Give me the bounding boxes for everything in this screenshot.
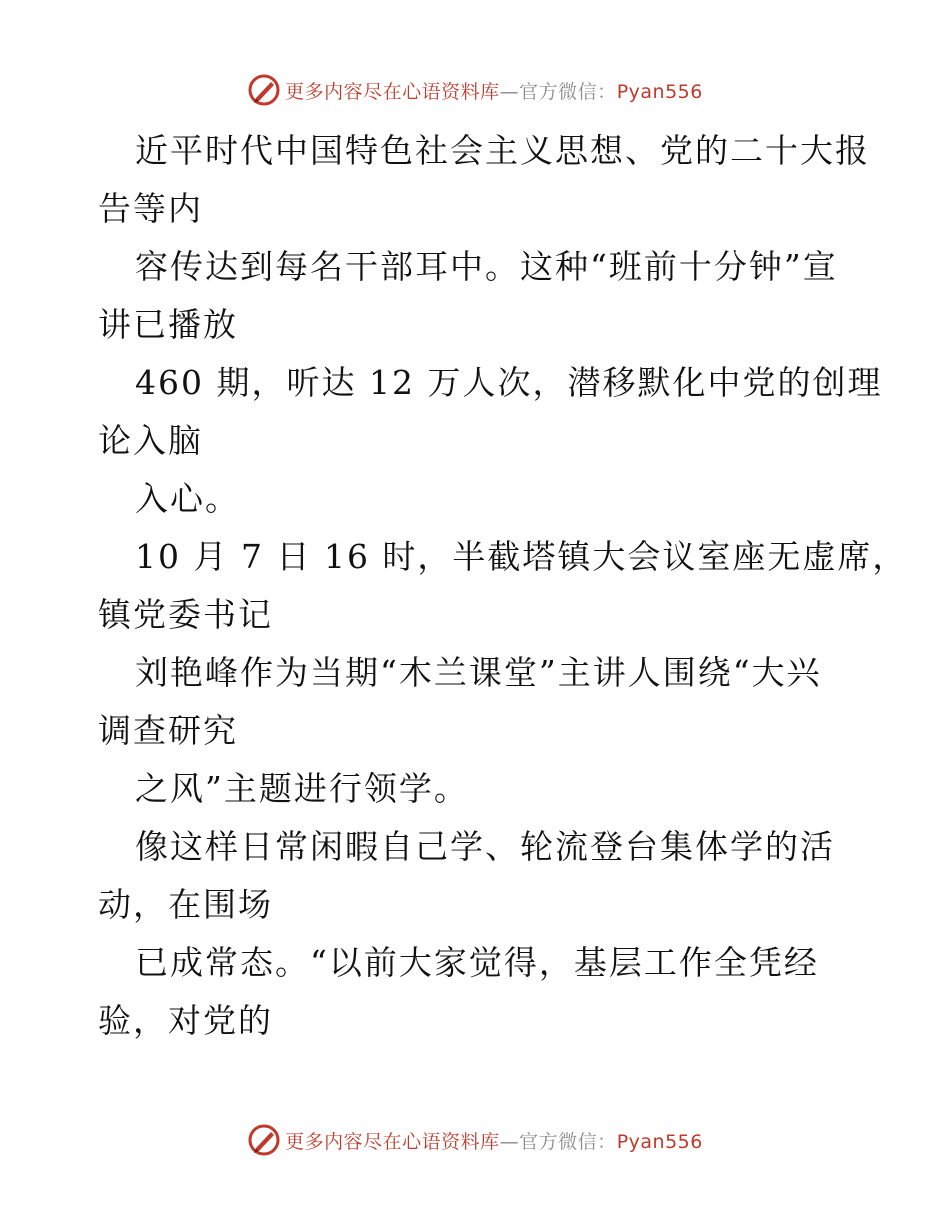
text-line: 论入脑 xyxy=(98,421,203,460)
banner-official-label: 官方微信： xyxy=(519,80,617,103)
banner-text xyxy=(285,1127,703,1154)
text-line: 460 期，听达 12 万人次，潜移默化中党的创理 xyxy=(135,363,883,402)
text-line: 之风”主题进行领学。 xyxy=(135,769,469,808)
banner-wechat-id: Pyan556 xyxy=(616,1130,703,1153)
banner-official-label: 官方微信： xyxy=(519,1130,617,1153)
text-line: 近平时代中国特色社会主义思想、党的二十大报 xyxy=(135,131,870,170)
banner-text xyxy=(285,77,703,104)
text-line: 调查研究 xyxy=(98,711,238,750)
text-line: 像这样日常闲暇自己学、轮流登台集体学的活 xyxy=(135,827,835,866)
text-line: 讲已播放 xyxy=(98,305,238,344)
text-line: 告等内 xyxy=(98,189,203,228)
text-line: 刘艳峰作为当期“木兰课堂”主讲人围绕“大兴 xyxy=(135,653,822,692)
banner-main-text: 更多内容尽在心语资料库 xyxy=(285,1130,500,1153)
banner-separator: — xyxy=(499,1130,520,1153)
footer-banner xyxy=(0,1120,950,1160)
logo-icon xyxy=(247,1123,281,1157)
logo-icon xyxy=(247,73,281,107)
banner-main-text: 更多内容尽在心语资料库 xyxy=(285,80,500,103)
text-line: 验，对党的 xyxy=(98,1001,273,1040)
text-line: 容传达到每名干部耳中。这种“班前十分钟”宣 xyxy=(135,247,838,286)
document-body xyxy=(98,122,908,1050)
text-line: 动，在围场 xyxy=(98,885,273,924)
banner-separator: — xyxy=(499,80,520,103)
banner-wechat-id: Pyan556 xyxy=(616,80,703,103)
text-line: 10 月 7 日 16 时，半截塔镇大会议室座无虚席， xyxy=(135,537,908,576)
text-line: 入心。 xyxy=(135,479,240,518)
header-banner xyxy=(0,70,950,110)
text-line: 已成常态。“以前大家觉得，基层工作全凭经 xyxy=(135,943,819,982)
text-line: 镇党委书记 xyxy=(98,595,273,634)
